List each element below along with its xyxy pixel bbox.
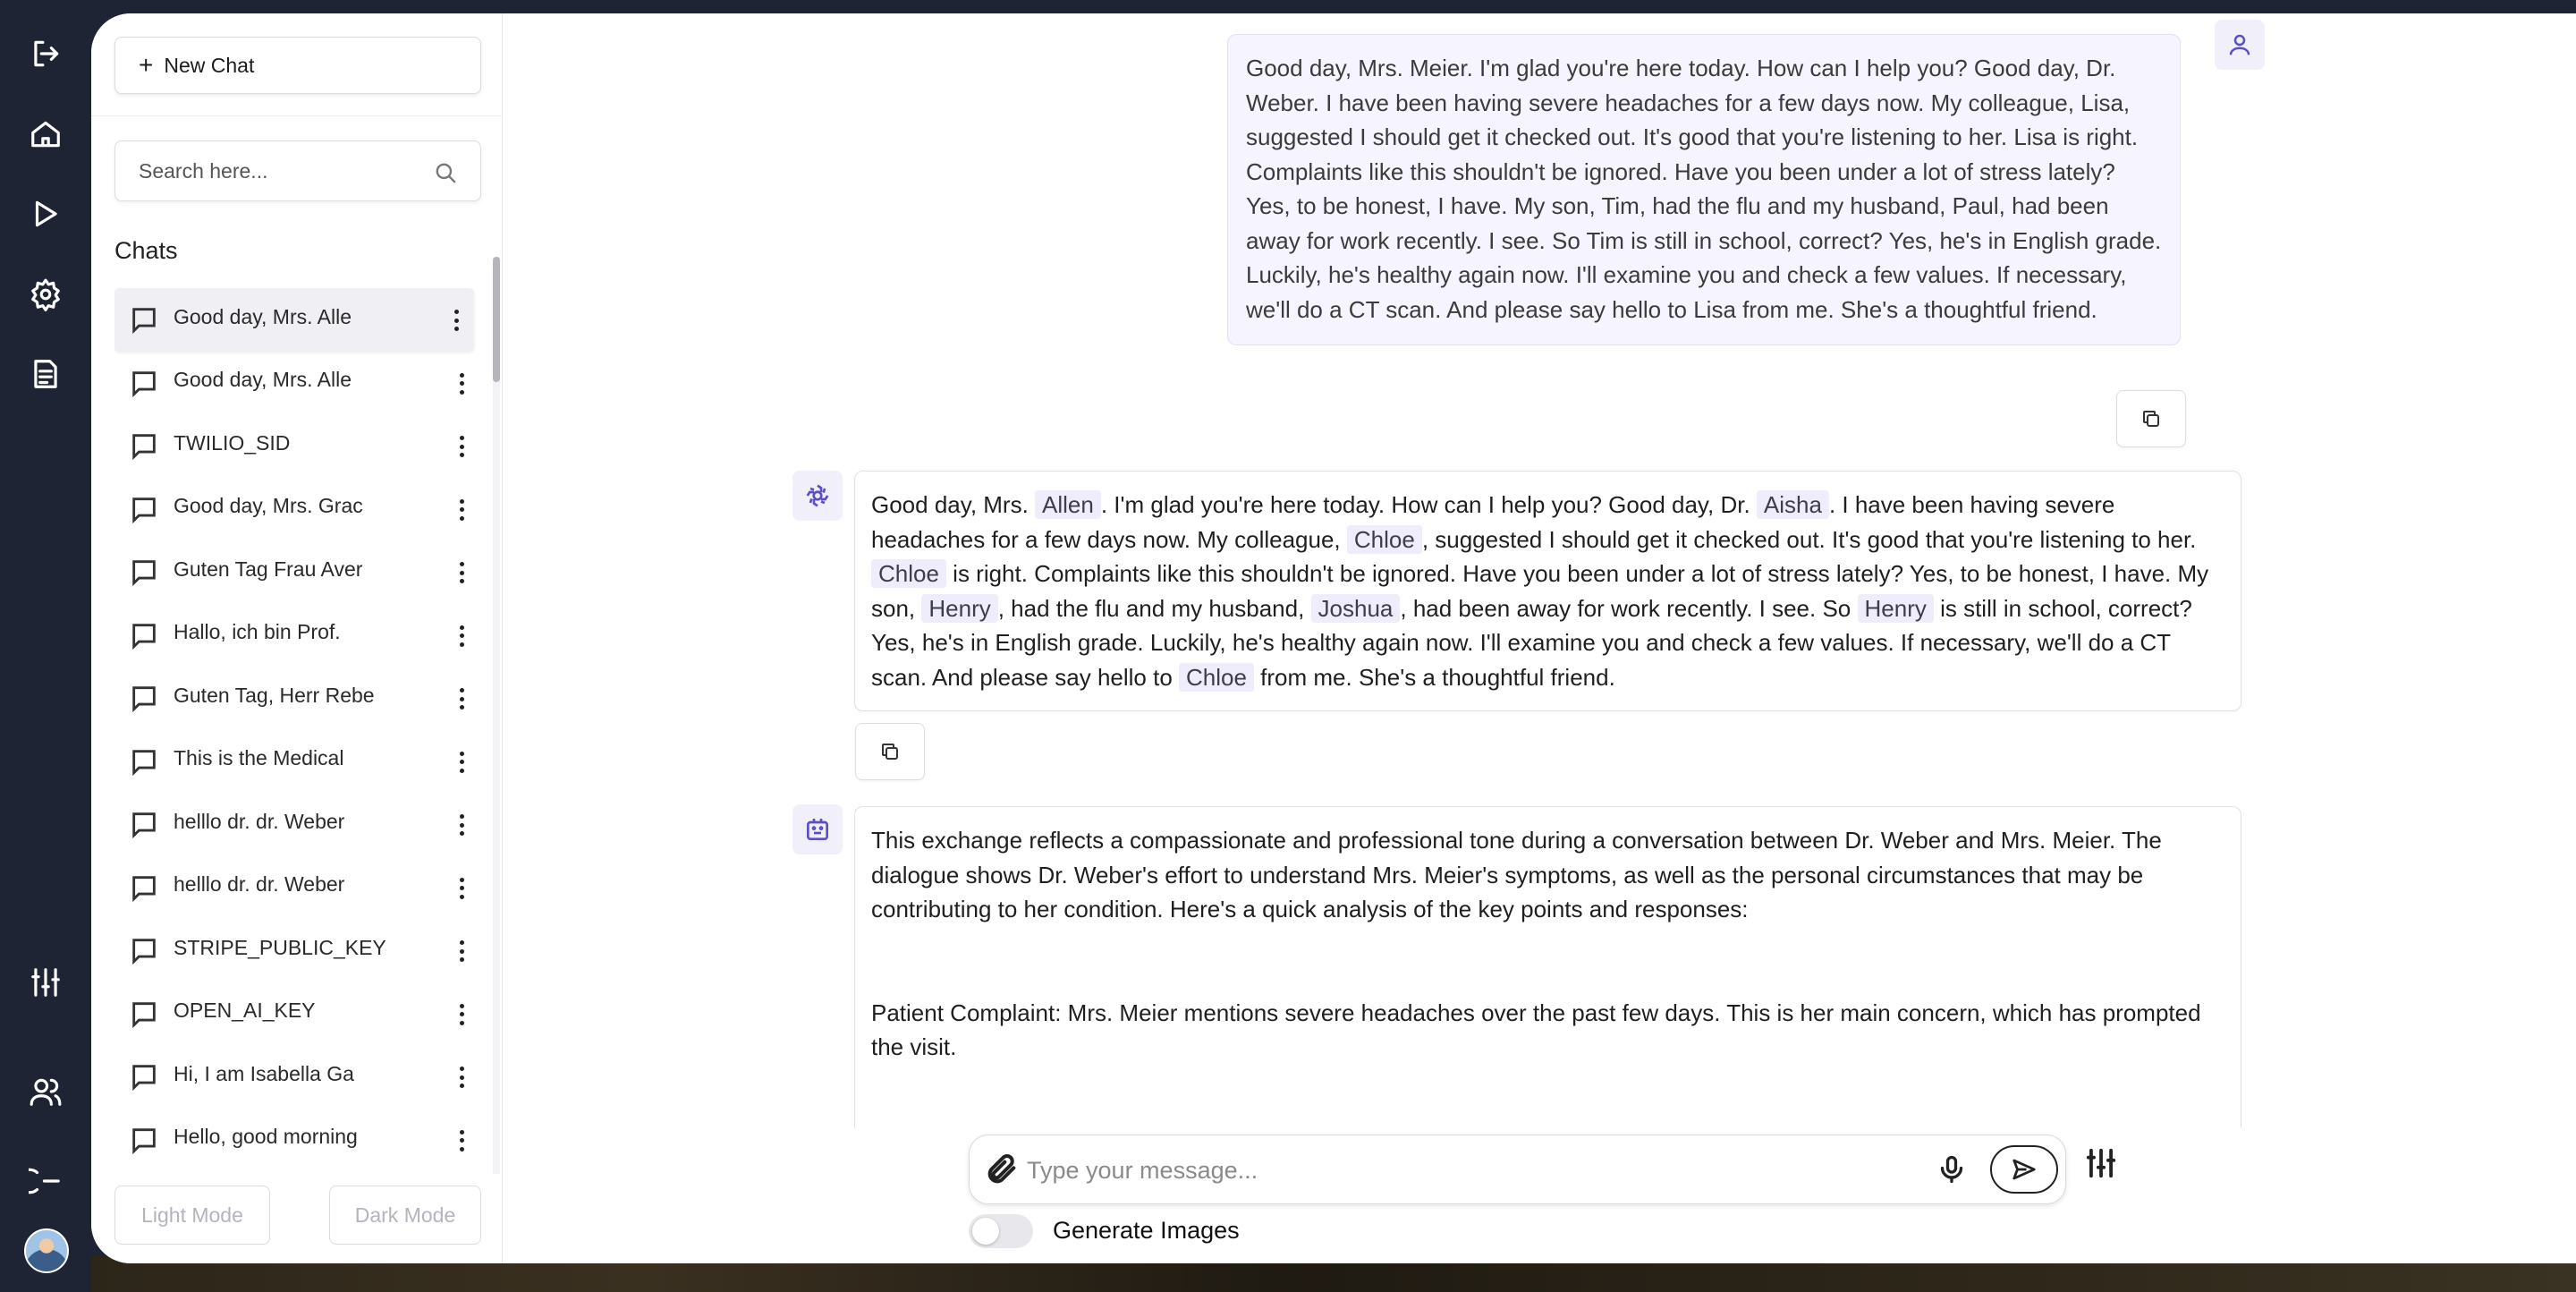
anonymized-name-chip: Henry bbox=[1858, 594, 1934, 623]
user-message: Good day, Mrs. Meier. I'm glad you're here today. How can I help you? Good day, Dr. Weber. I have been having severe headaches for a few days now. My colleague, Lisa, suggested I should get it checked out. It's good that you're listening to her. Lisa is right. Complaints like this shouldn't be ignored. Have you been under a lot of stress lately? Yes, to be honest, I have. My son, Tim, had the flu and my husband, Paul, had been away for work recently. I see. So Tim is still in school, correct? Yes, he's in English grade. Luckily, he's healthy again now. I'll examine you and check a few values. If necessary, we'll do a CT scan. And please say hello to Lisa from me. She's a thoughtful friend. bbox=[1227, 34, 2181, 345]
list-item[interactable] bbox=[114, 856, 479, 920]
chat-bubble-icon bbox=[129, 1125, 159, 1155]
generate-images-toggle[interactable] bbox=[969, 1214, 1033, 1248]
more-options-icon[interactable] bbox=[458, 814, 465, 836]
chat-title: OPEN_AI_KEY bbox=[174, 999, 316, 1023]
list-item[interactable] bbox=[114, 1109, 479, 1172]
nav-rail bbox=[0, 0, 91, 1292]
more-options-icon[interactable] bbox=[458, 562, 465, 583]
send-icon bbox=[2011, 1156, 2038, 1183]
sliders-icon bbox=[2084, 1146, 2118, 1180]
message-text: , had the flu and my husband, bbox=[997, 594, 1311, 622]
list-item[interactable] bbox=[114, 478, 479, 541]
message-text: from me. She's a thoughtful friend. bbox=[1253, 663, 1615, 691]
anonymized-name-chip: Chloe bbox=[1179, 663, 1254, 692]
tuning-button[interactable] bbox=[24, 961, 67, 1004]
users-button[interactable] bbox=[24, 1070, 67, 1113]
message-text: , suggested I should get it checked out. It's good that you're listening to her. bbox=[1421, 525, 2197, 553]
scrollbar-thumb[interactable] bbox=[493, 257, 500, 382]
anonymized-name-chip: Chloe bbox=[871, 559, 946, 588]
chat-title: This is the Medical bbox=[174, 746, 344, 770]
chat-bubble-icon bbox=[129, 872, 159, 903]
copy-icon bbox=[879, 741, 901, 762]
more-options-icon[interactable] bbox=[458, 436, 465, 457]
divider bbox=[91, 115, 503, 116]
chat-bubble-icon bbox=[129, 1061, 159, 1092]
assistant-avatar bbox=[792, 471, 843, 521]
more-options-icon[interactable] bbox=[458, 688, 465, 710]
chat-title: Hallo, ich bin Prof. bbox=[174, 620, 341, 644]
chat-title: Hi, I am Isabella Ga bbox=[174, 1061, 354, 1085]
home-icon bbox=[29, 117, 63, 151]
home-button[interactable] bbox=[24, 113, 67, 156]
new-chat-label: New Chat bbox=[164, 53, 255, 77]
message-composer bbox=[969, 1135, 2066, 1204]
chat-list bbox=[114, 288, 479, 1174]
chat-bubble-icon bbox=[129, 557, 159, 587]
message-input[interactable] bbox=[1027, 1153, 1885, 1187]
new-chat-button[interactable] bbox=[114, 37, 481, 94]
chat-title: Good day, Mrs. Alle bbox=[174, 304, 352, 328]
more-options-icon[interactable] bbox=[453, 310, 460, 331]
chat-title: Guten Tag Frau Aver bbox=[174, 557, 363, 581]
chat-bubble-icon bbox=[129, 809, 159, 839]
more-options-icon[interactable] bbox=[458, 940, 465, 962]
chats-heading: Chats bbox=[114, 237, 178, 264]
anonymized-name-chip: Chloe bbox=[1347, 525, 1422, 554]
list-item[interactable] bbox=[114, 793, 479, 856]
anonymized-name-chip: Allen bbox=[1035, 490, 1101, 519]
more-options-icon[interactable] bbox=[458, 499, 465, 521]
list-item[interactable] bbox=[114, 667, 479, 730]
play-icon bbox=[29, 197, 63, 231]
chat-title: helllo dr. dr. Weber bbox=[174, 809, 345, 833]
toggle-knob bbox=[972, 1218, 999, 1245]
anonymized-name-chip: Henry bbox=[921, 594, 997, 623]
gear-icon bbox=[29, 277, 63, 311]
copy-button[interactable] bbox=[855, 723, 925, 780]
chat-bubble-icon bbox=[129, 620, 159, 650]
settings-tune-button[interactable] bbox=[2084, 1146, 2122, 1184]
power-icon bbox=[29, 1164, 63, 1198]
chat-bubble-icon bbox=[129, 999, 159, 1029]
logout-icon bbox=[29, 37, 63, 71]
dark-mode-button[interactable]: Dark Mode bbox=[329, 1186, 481, 1245]
anonymized-name-chip: Joshua bbox=[1311, 594, 1401, 623]
search-icon[interactable] bbox=[434, 161, 457, 184]
list-item[interactable] bbox=[114, 540, 479, 604]
chat-bubble-icon bbox=[129, 430, 159, 461]
scrollbar-track[interactable] bbox=[493, 257, 500, 1174]
paperclip-icon bbox=[984, 1152, 1020, 1187]
chat-title: STRIPE_PUBLIC_KEY bbox=[174, 935, 386, 959]
chat-title: TWILIO_SID bbox=[174, 430, 291, 455]
list-item[interactable] bbox=[114, 352, 479, 415]
analysis-point: Patient Complaint: Mrs. Meier mentions severe headaches over the past few days. This is her main concern, which has prompted the visit. bbox=[871, 999, 2201, 1060]
sliders-icon bbox=[29, 965, 63, 999]
chat-title: Hello, good morning bbox=[174, 1125, 358, 1149]
more-options-icon[interactable] bbox=[458, 878, 465, 899]
chat-sidebar bbox=[91, 13, 503, 1263]
power-button[interactable] bbox=[24, 1160, 67, 1203]
more-options-icon[interactable] bbox=[458, 625, 465, 647]
chat-bubble-icon bbox=[129, 368, 159, 398]
logout-button[interactable] bbox=[24, 32, 67, 75]
message-text: . I have been having severe headaches for a few days now. My colleague, bbox=[871, 491, 2115, 553]
list-item[interactable] bbox=[114, 604, 479, 667]
attach-button[interactable] bbox=[984, 1152, 1023, 1191]
assistant-avatar bbox=[792, 804, 843, 854]
chat-bubble-icon bbox=[129, 935, 159, 965]
copy-button[interactable] bbox=[2116, 390, 2186, 447]
document-icon bbox=[29, 357, 63, 391]
anonymized-name-chip: Aisha bbox=[1757, 490, 1829, 519]
openai-icon bbox=[803, 481, 832, 510]
chat-bubble-icon bbox=[129, 683, 159, 713]
documents-button[interactable] bbox=[24, 353, 67, 395]
chat-title: helllo dr. dr. Weber bbox=[174, 872, 345, 897]
generate-images-label: Generate Images bbox=[1053, 1217, 1240, 1244]
search-box bbox=[114, 140, 481, 201]
users-icon bbox=[29, 1075, 63, 1109]
message-text: is still in school, correct? Yes, he's in English grade. Luckily, he's healthy again now. I'll examine you and check a few values. If necessary, we'll do a CT scan. And please say hello to bbox=[871, 594, 2192, 691]
send-button[interactable] bbox=[1990, 1145, 2058, 1194]
chat-title: Good day, Mrs. Alle bbox=[174, 368, 352, 392]
list-item[interactable] bbox=[114, 982, 479, 1046]
light-mode-button[interactable]: Light Mode bbox=[114, 1186, 270, 1245]
list-item[interactable] bbox=[114, 919, 479, 982]
user-avatar bbox=[2215, 20, 2265, 70]
search-input[interactable] bbox=[139, 159, 425, 183]
list-item[interactable] bbox=[114, 414, 479, 478]
copy-icon bbox=[2140, 408, 2162, 429]
more-options-icon[interactable] bbox=[458, 752, 465, 773]
more-options-icon[interactable] bbox=[458, 1067, 465, 1088]
list-item[interactable] bbox=[114, 288, 474, 352]
analysis-intro: This exchange reflects a compassionate and professional tone during a conversation between Dr. Weber and Mrs. Meier. The dialogue shows Dr. Weber's effort to understand Mrs. Meier's symptoms, as well as the personal circumstances that may be contributing to her condition. Here's a quick analysis of the key points and responses: bbox=[871, 827, 2162, 922]
mic-button[interactable] bbox=[1936, 1153, 1970, 1187]
analysis-message bbox=[854, 806, 2241, 1128]
message-text: is right. Complaints like this shouldn't be ignored. Have you been under a lot of stress lately? Yes, to be honest, I have. My son, bbox=[871, 560, 2209, 622]
anonymized-message bbox=[854, 471, 2241, 711]
chat-title: Good day, Mrs. Grac bbox=[174, 494, 363, 518]
message-text: . I'm glad you're here today. How can I help you? Good day, Dr. bbox=[1100, 491, 1757, 518]
list-item[interactable] bbox=[114, 1045, 479, 1109]
avatar[interactable] bbox=[24, 1228, 69, 1273]
more-options-icon[interactable] bbox=[458, 1130, 465, 1152]
more-options-icon[interactable] bbox=[458, 1004, 465, 1025]
chat-bubble-icon bbox=[129, 304, 159, 335]
app-window bbox=[91, 13, 2576, 1263]
message-text: Good day, Mrs. bbox=[871, 491, 1036, 518]
robot-icon bbox=[803, 815, 832, 844]
plus-icon: + bbox=[139, 51, 154, 79]
chat-bubble-icon bbox=[129, 746, 159, 777]
list-item[interactable] bbox=[114, 730, 479, 794]
message-text: , had been away for work recently. I see. So bbox=[1400, 594, 1858, 622]
user-icon bbox=[2226, 31, 2253, 58]
microphone-icon bbox=[1936, 1153, 1968, 1186]
more-options-icon[interactable] bbox=[458, 373, 465, 395]
chat-title: Guten Tag, Herr Rebe bbox=[174, 683, 375, 707]
chat-bubble-icon bbox=[129, 494, 159, 524]
settings-button[interactable] bbox=[24, 273, 67, 316]
play-button[interactable] bbox=[24, 192, 67, 235]
